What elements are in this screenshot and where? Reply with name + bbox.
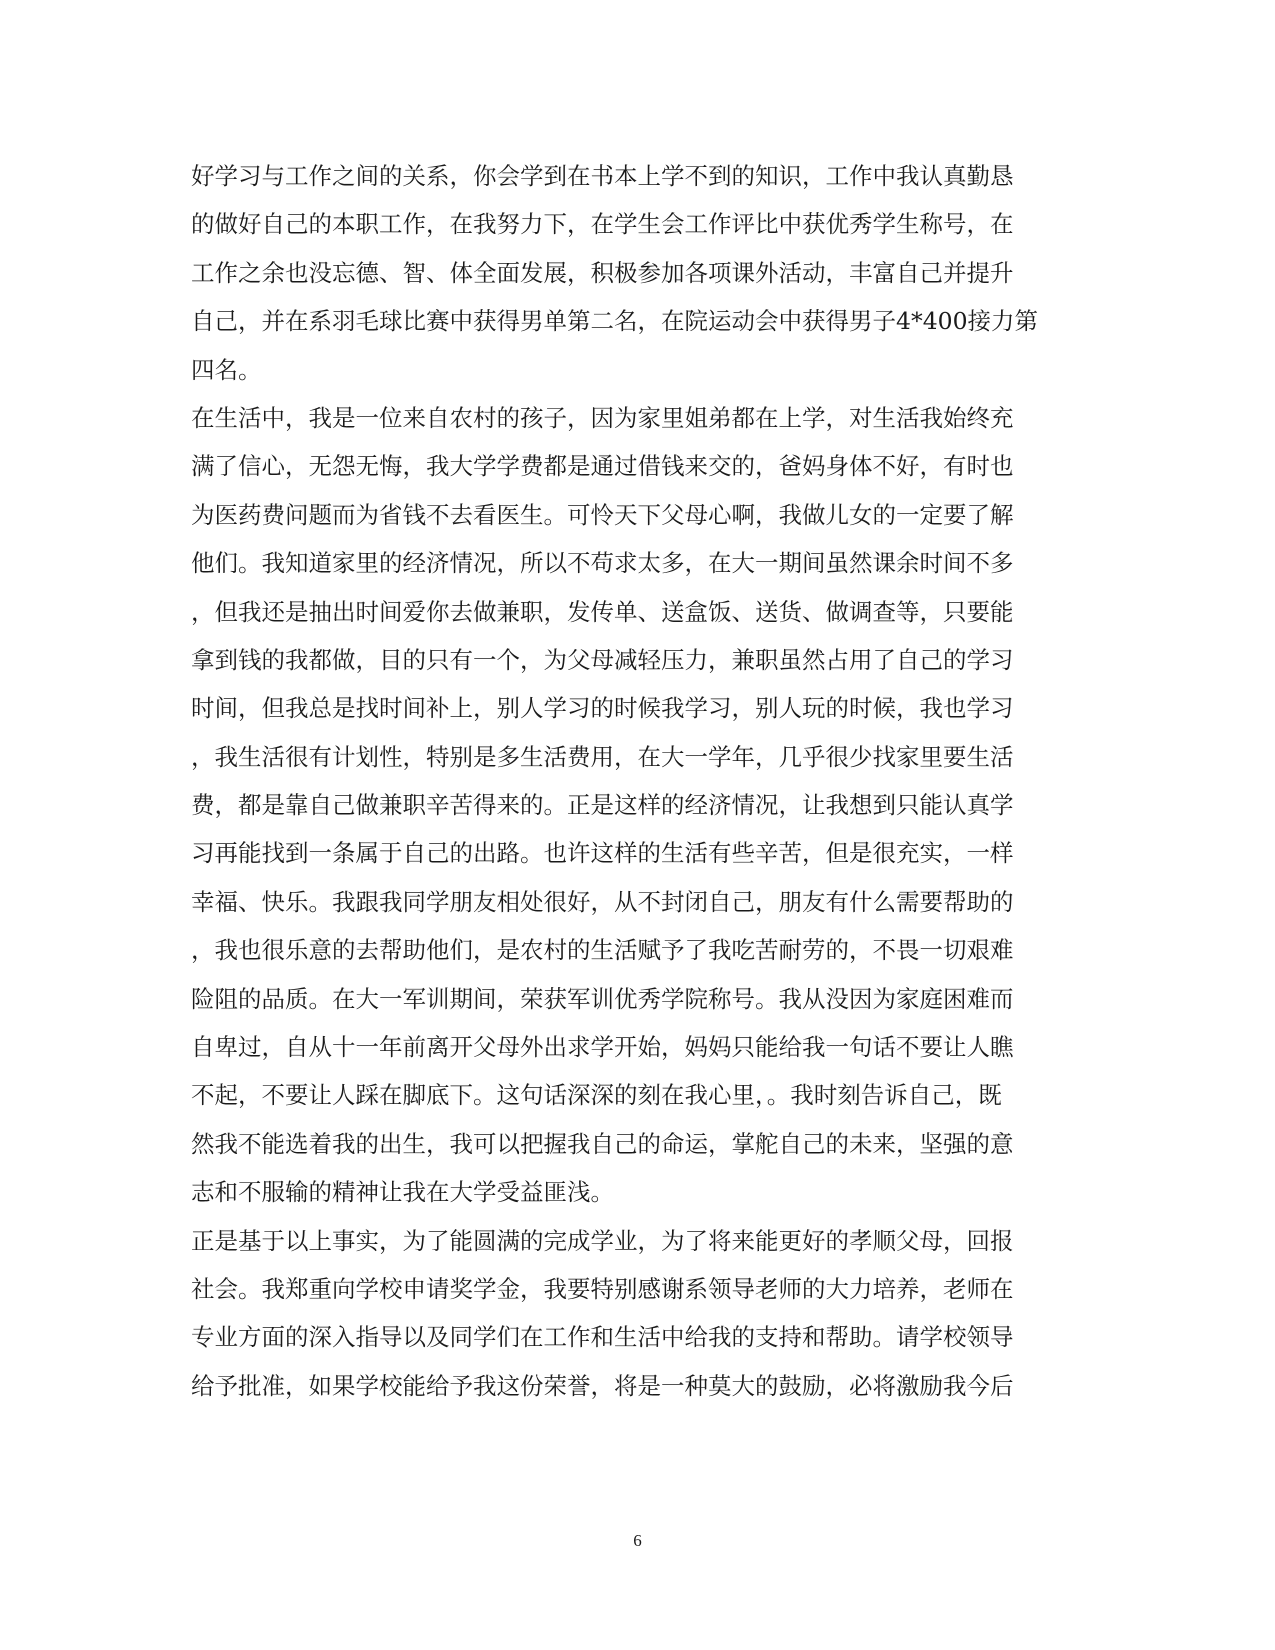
text-line: 正是基于以上事实，为了能圆满的完成学业，为了将来能更好的孝顺父母，回报	[191, 1226, 1014, 1255]
text-line: 习再能找到一条属于自己的出路。也许这样的生活有些辛苦，但是很充实，一样	[191, 839, 1014, 868]
text-line: 费，都是靠自己做兼职辛苦得来的。正是这样的经济情况，让我想到只能认真学	[191, 791, 1014, 820]
text-line: 时间，但我总是找时间补上，别人学习的时候我学习，别人玩的时候，我也学习	[191, 694, 1014, 723]
text-line: 幸福、快乐。我跟我同学朋友相处很好，从不封闭自己，朋友有什么需要帮助的	[191, 887, 1014, 916]
text-line: 社会。我郑重向学校申请奖学金，我要特别感谢系领导老师的大力培养，老师在	[191, 1274, 1014, 1303]
text-line: 满了信心，无怨无悔，我大学学费都是通过借钱来交的，爸妈身体不好，有时也	[191, 452, 1014, 481]
text-line: ，我也很乐意的去帮助他们，是农村的生活赋予了我吃苦耐劳的，不畏一切艰难	[191, 936, 1014, 965]
text-line: 险阻的品质。在大一军训期间，荣获军训优秀学院称号。我从没因为家庭困难而	[191, 984, 1014, 1013]
text-line: 好学习与工作之间的关系，你会学到在书本上学不到的知识，工作中我认真勤恳	[191, 162, 1014, 190]
text-line: 自卑过，自从十一年前离开父母外出求学开始，妈妈只能给我一句话不要让人瞧	[191, 1033, 1014, 1062]
page-number: 6	[633, 1531, 642, 1550]
text-line: 为医药费问题而为省钱不去看医生。可怜天下父母心啊，我做儿女的一定要了解	[191, 500, 1014, 529]
text-line: ，我生活很有计划性，特别是多生活费用，在大一学年，几乎很少找家里要生活	[191, 742, 1014, 771]
text-line: ，但我还是抽出时间爱你去做兼职，发传单、送盒饭、送货、做调查等，只要能	[191, 597, 1014, 626]
text-line: 志和不服输的精神让我在大学受益匪浅。	[191, 1178, 614, 1207]
text-line: 四名。	[191, 355, 262, 384]
text-line: 在生活中，我是一位来自农村的孩子，因为家里姐弟都在上学，对生活我始终充	[191, 403, 1014, 432]
text-line: 专业方面的深入指导以及同学们在工作和生活中给我的支持和帮助。请学校领导	[191, 1323, 1014, 1352]
text-line: 给予批准，如果学校能给予我这份荣誉，将是一种莫大的鼓励，必将激励我今后	[191, 1371, 1014, 1400]
text-line: 然我不能选着我的出生，我可以把握我自己的命运，掌舵自己的未来，坚强的意	[191, 1129, 1014, 1158]
text-line: 工作之余也没忘德、智、体全面发展，积极参加各项课外活动，丰富自己并提升	[191, 258, 1014, 287]
text-line: 拿到钱的我都做，目的只有一个，为父母减轻压力，兼职虽然占用了自己的学习	[191, 645, 1014, 674]
body-text	[191, 152, 1071, 1410]
text-line: 的做好自己的本职工作，在我努力下，在学生会工作评比中获优秀学生称号，在	[191, 210, 1014, 239]
text-line: 自己，并在系羽毛球比赛中获得男单第二名，在院运动会中获得男子4*400接力第	[191, 307, 1039, 336]
text-line: 他们。我知道家里的经济情况，所以不苟求太多，在大一期间虽然课余时间不多	[191, 549, 1014, 578]
text-line: 不起，不要让人踩在脚底下。这句话深深的刻在我心里，。我时刻告诉自己，既	[191, 1081, 1002, 1110]
